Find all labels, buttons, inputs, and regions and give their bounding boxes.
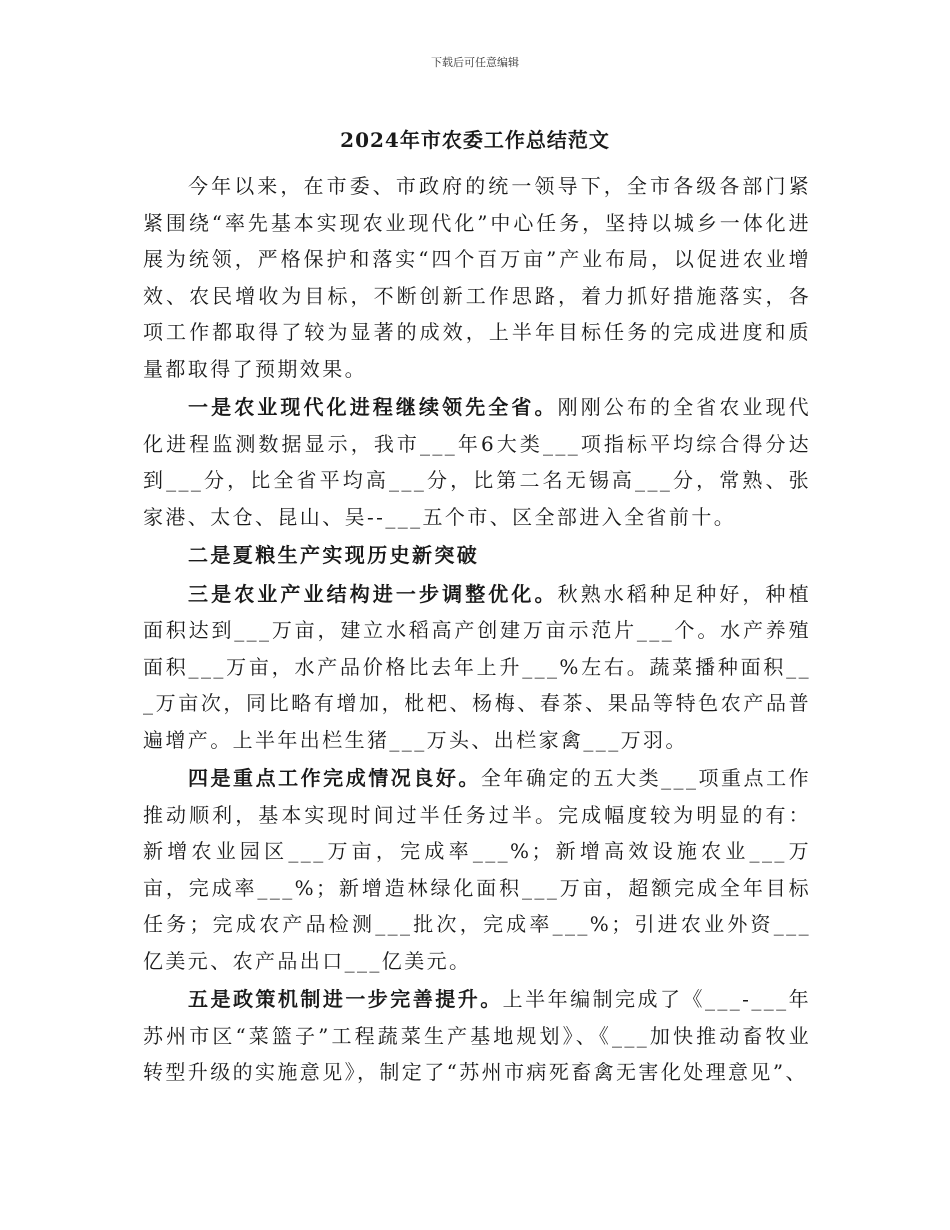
paragraph-point-5 [143,981,811,1091]
paragraph-lead: 二是夏粮生产实现历史新突破 [188,543,480,567]
paragraph-lead: 四是重点工作完成情况良好。 [188,766,481,790]
page-header-note: 下载后可任意编辑 [431,56,519,69]
paragraph-text: 今年以来，在市委、市政府的统一领导下，全市各级各部门紧紧围绕“率先基本实现农业现代化”中心任务，坚持以城乡一体化进展为统领，严格保护和落实“四个百万亩”产业布局，以促进农业增效、农民增收为目标，不断创新工作思路，着力抓好措施落实，各项工作都取得了较为显著的成效，上半年目标任务的完成进度和质量都取得了预期效果。 [143,174,811,381]
paragraph-lead: 一是农业现代化进程继续领先全省。 [188,395,558,419]
paragraph-text: 刚刚公布的全省农业现代化进程监测数据显示，我市___年6大类___项指标平均综合得分达到___分，比全省平均高___分，比第二名无锡高___分，常熟、张家港、太仓、昆山、吴--___五个市、区全部进入全省前十。 [143,395,811,529]
paragraph-intro [143,168,811,387]
paragraph-point-4 [143,760,811,979]
paragraph-text: 全年确定的五大类___项重点工作推动顺利，基本实现时间过半任务过半。完成幅度较为明显的有：新增农业园区___万亩，完成率___%；新增高效设施农业___万亩，完成率___%；新增造林绿化面积___万亩，超额完成全年目标任务；完成农产品检测___批次，完成率___%；引进农业外资___亿美元、农产品出口___亿美元。 [143,766,812,973]
paragraph-lead: 五是政策机制进一步完善提升。 [188,987,503,1011]
paragraph-point-3 [143,576,811,759]
paragraph-text: 秋熟水稻种足种好，种植面积达到___万亩，建立水稻高产创建万亩示范片___个。水产养殖面积___万亩，水产品价格比去年上升___%左右。蔬菜播种面积___万亩次，同比略有增加，枇杷、杨梅、春茶、果品等特色农产品普遍增产。上半年出栏生猪___万头、出栏家禽___万羽。 [143,581,811,752]
paragraph-point-1 [143,389,811,535]
document-title: 2024年市农委工作总结范文 [340,128,610,152]
paragraph-lead: 三是农业产业结构进一步调整优化。 [188,581,558,606]
paragraph-text: 上半年编制完成了《___-___年苏州市区“菜篮子”工程蔬菜生产基地规划》、《___加快推动畜牧业转型升级的实施意见》，制定了“苏州市病死畜禽无害化处理意见”、 [143,987,811,1084]
paragraph-point-2 [143,537,811,574]
document-body [143,168,811,1091]
